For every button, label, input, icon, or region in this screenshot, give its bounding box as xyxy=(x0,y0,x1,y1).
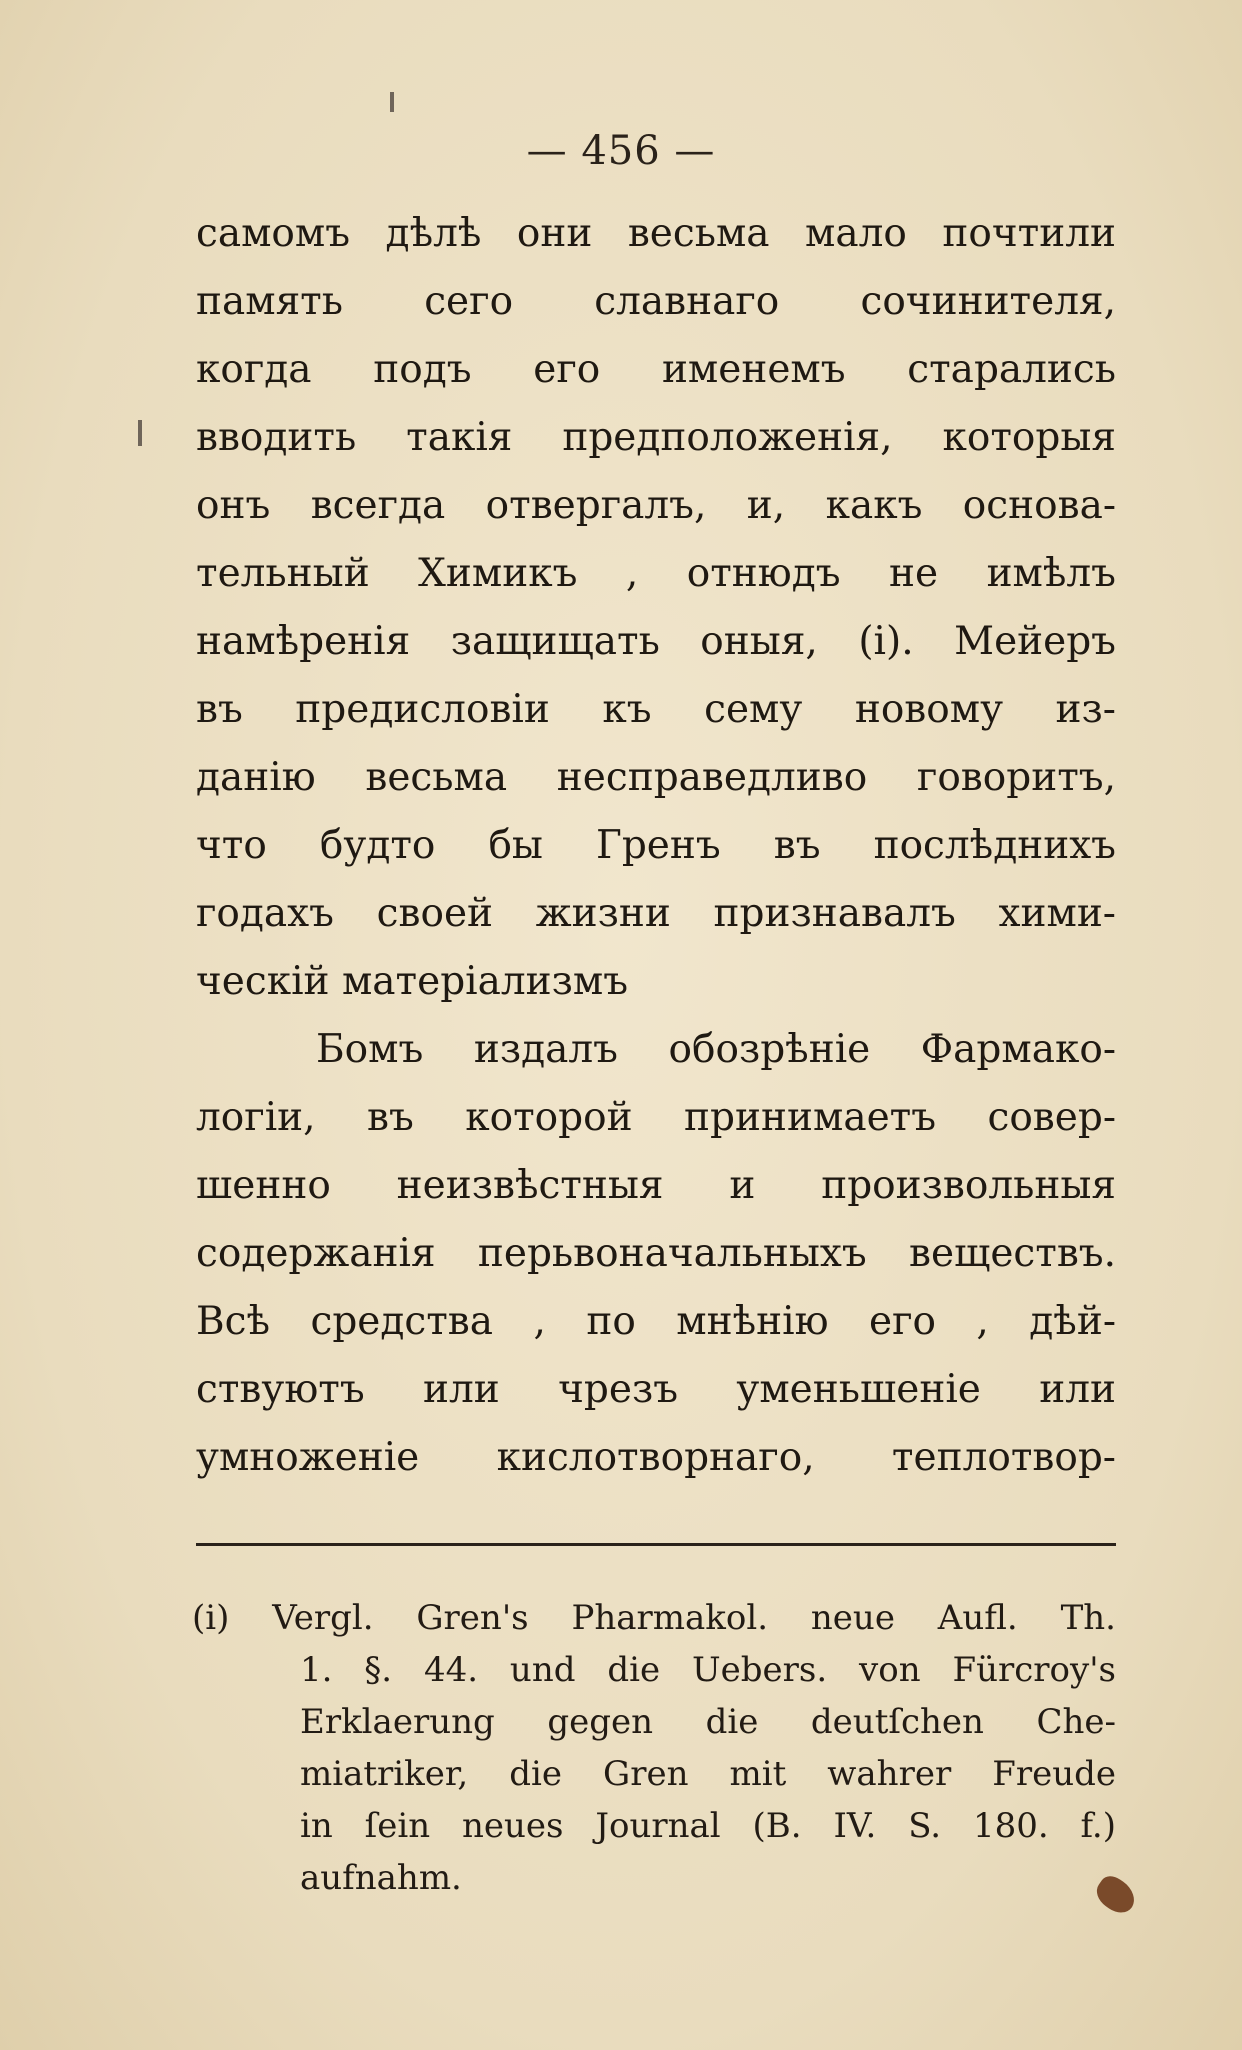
text-line: содержанія перьвоначальныхъ веществъ. xyxy=(196,1231,1116,1276)
text-line: онъ всегда отвергалъ, и, какъ основа- xyxy=(196,483,1116,528)
text-line: что будто бы Гренъ въ послѣднихъ xyxy=(196,823,1116,868)
text-line: данію весьма несправедливо говоритъ, xyxy=(196,755,1116,800)
text-line: самомъ дѣлѣ они весьма мало почтили xyxy=(196,211,1116,256)
text-line: годахъ своей жизни признавалъ хими- xyxy=(196,891,1116,936)
text-line: логіи, въ которой принимаетъ совер- xyxy=(196,1095,1116,1140)
text-line: когда подъ его именемъ старались xyxy=(196,347,1116,392)
footnote-divider xyxy=(196,1543,1116,1546)
paragraph-start-line: Бомъ издалъ обозрѣніе Фармако- xyxy=(316,1027,1116,1072)
ink-speck xyxy=(138,420,142,446)
footnote-line: miatriker, die Gren mit wahrer Freude xyxy=(300,1754,1116,1794)
page-number: — 456 — xyxy=(526,128,716,174)
text-line: тельный Химикъ , отнюдъ не имѣлъ xyxy=(196,551,1116,596)
main-text xyxy=(196,200,1116,1492)
text-line: память сего славнаго сочинителя, xyxy=(196,279,1116,324)
footnote-line: in ſein neues Journal (B. IV. S. 180. f.) xyxy=(300,1806,1116,1846)
text-line: шенно неизвѣстныя и произвольныя xyxy=(196,1163,1116,1208)
footnote-line: 1. §. 44. und die Uebers. von Fürcroy's xyxy=(300,1650,1116,1690)
text-line: ческій матеріализмъ xyxy=(196,959,629,1004)
footnote-line: (i) Vergl. Gren's Pharmakol. neue Aufl. Th. xyxy=(192,1598,1116,1638)
text-line: намѣренія защищать оныя, (i). Мейеръ xyxy=(196,619,1116,664)
ink-speck xyxy=(390,92,394,112)
footnote-line: Erklaerung gegen die deutſchen Che- xyxy=(300,1702,1116,1742)
text-line: въ предисловіи къ сему новому из- xyxy=(196,687,1116,732)
text-line: умноженіе кислотворнаго, теплотвор- xyxy=(196,1435,1116,1480)
footnote-line: aufnahm. xyxy=(300,1858,462,1898)
text-line: вводить такія предположенія, которыя xyxy=(196,415,1116,460)
text-line: Всѣ средства , по мнѣнію его , дѣй- xyxy=(196,1299,1116,1344)
text-line: ствуютъ или чрезъ уменьшеніе или xyxy=(196,1367,1116,1412)
footnote xyxy=(192,1592,1116,1904)
